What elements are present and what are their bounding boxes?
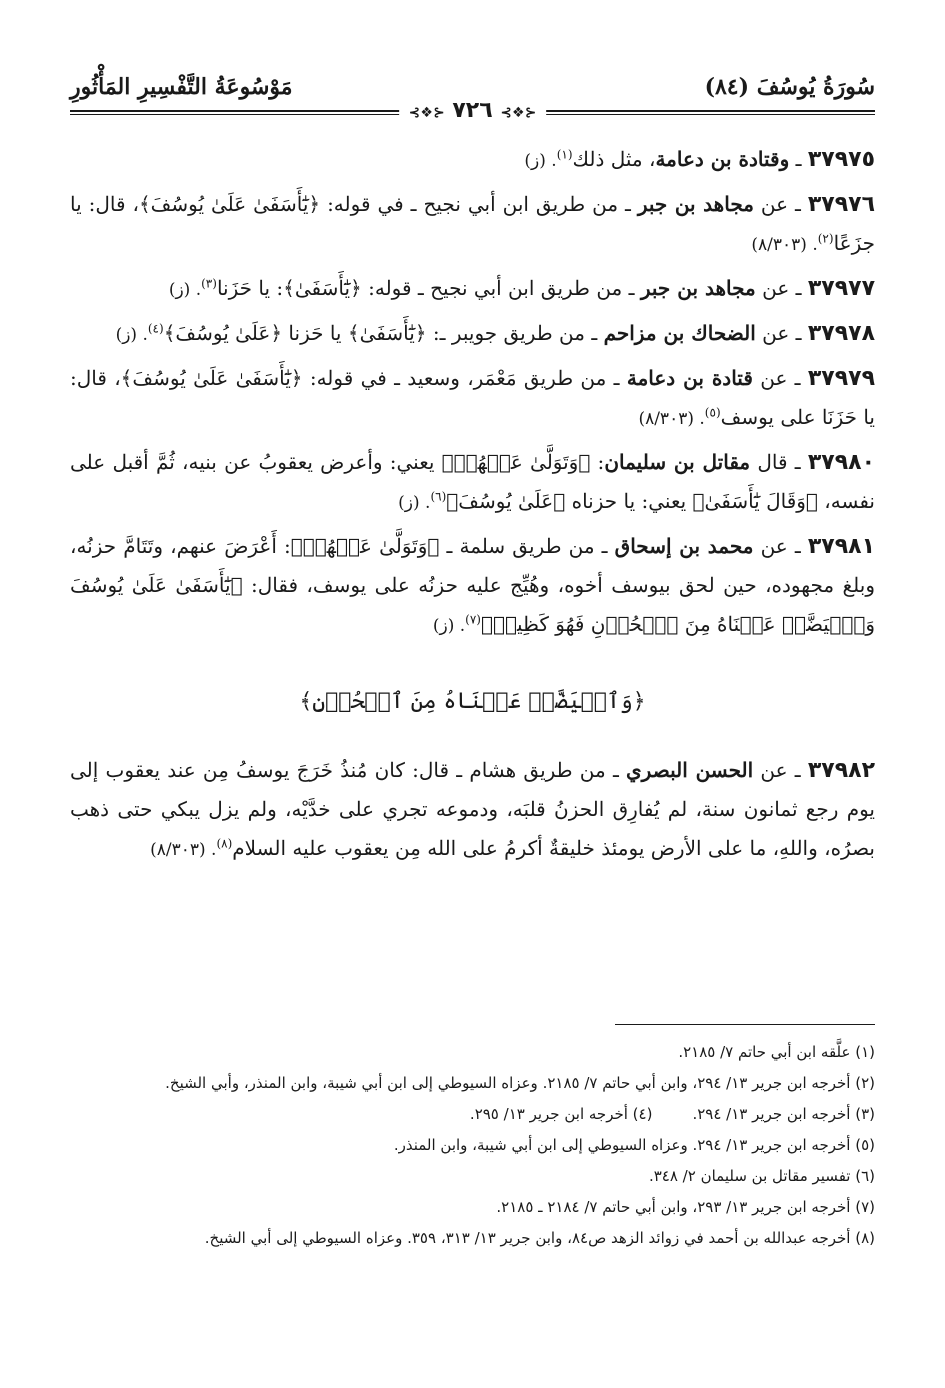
entry-37981 <box>70 527 875 646</box>
narrator-name: وقتادة بن دعامة <box>655 147 790 171</box>
entry-reference: . (ز) <box>168 280 202 300</box>
main-text <box>70 140 875 870</box>
footnote-marker: (٧) <box>465 612 481 627</box>
entry-37977 <box>70 269 875 310</box>
entry-reference: . (٨/٣٠٣) <box>150 840 217 860</box>
entry-number: ٣٧٩٨٠ <box>807 450 875 475</box>
entry-prefix: ـ عن <box>753 534 808 558</box>
entry-prefix: ـ عن <box>753 192 808 216</box>
entry-37979 <box>70 359 875 439</box>
running-header <box>70 64 875 123</box>
footnote-3: (٣) أخرجه ابن جرير ١٣/ ٢٩٤. <box>692 1105 875 1123</box>
entry-text: ـ من طريق مَعْمَر، وسعيد ـ في قوله: ﴿يَٰٓأَسَفَىٰ عَلَىٰ يُوسُفَ﴾، قال: يا حَزَنَا على يوسف <box>70 366 875 429</box>
entry-number: ٣٧٩٧٩ <box>807 366 875 391</box>
footnote-marker: (١) <box>556 147 573 162</box>
footnote-1: (١) علَّقه ابن أبي حاتم ٧/ ٢١٨٥. <box>678 1043 875 1061</box>
page-number: ٧٢٦ <box>452 98 493 123</box>
entry-37975 <box>70 140 875 181</box>
ornament-right-icon: ⊰❖⊱ <box>408 105 445 121</box>
footnote-marker: (٨) <box>216 836 233 851</box>
surah-title: سُورَةُ يُوسُفَ (٨٤) <box>704 74 875 100</box>
entry-number: ٣٧٩٧٥ <box>807 147 875 172</box>
entry-number: ٣٧٩٧٨ <box>807 321 875 346</box>
footnote-7: (٧) أخرجه ابن جرير ١٣/ ٢٩٣، وابن أبي حاتم ٧/ ٢١٨٤ ـ ٢١٨٥. <box>496 1198 875 1216</box>
footnote-marker: (٥) <box>704 405 721 420</box>
entry-37976 <box>70 185 875 265</box>
footnote-8: (٨) أخرجه عبدالله بن أحمد في زوائد الزهد ص٨٤، وابن جرير ١٣/ ٣١٣، ٣٥٩. وعزاه السيوطي إلى أبي الشيخ. <box>204 1229 875 1247</box>
footnotes <box>70 1040 875 1257</box>
entry-prefix: ـ <box>789 147 808 171</box>
entry-37978 <box>70 314 875 355</box>
entry-prefix: ـ عن <box>753 758 808 782</box>
narrator-name: قتادة بن دعامة <box>626 366 753 390</box>
narrator-name: مجاهد بن جبر <box>637 192 754 216</box>
entry-37982 <box>70 751 875 870</box>
entry-reference: . (ز) <box>115 325 148 345</box>
entry-prefix: ـ عن <box>755 276 808 300</box>
book-title: مَوْسُوعَةُ التَّفْسِيرِ المَأْثُورِ <box>70 74 293 100</box>
entry-number: ٣٧٩٧٦ <box>807 192 875 217</box>
entry-text: : ﴿وَتَوَلَّىٰ عَنۡهُمۡ﴾ يعني: وأعرض يعقوبُ عن بنيه، ثُمَّ أقبل على نفسه، ﴿وَقَالَ يَٰٓأَسَفَىٰ﴾ يعني: يا حزناه ﴿عَلَىٰ يُوسُفَ﴾ <box>70 450 875 513</box>
footnote-4: (٤) أخرجه ابن جرير ١٣/ ٢٩٥. <box>469 1105 653 1123</box>
entry-reference: . (٨/٣٠٣) <box>751 235 818 255</box>
entry-text: ـ من طريق ابن أبي نجيح ـ قوله: ﴿يَٰٓأَسَفَىٰ﴾: يا حَزَنا <box>216 276 641 300</box>
page-number-block <box>399 98 547 123</box>
footnote-2: (٢) أخرجه ابن جرير ١٣/ ٢٩٤، وابن أبي حاتم ٧/ ٢١٨٥. وعزاه السيوطي إلى ابن أبي شيبة، وابن المنذر، وأبي الشيخ. <box>165 1074 875 1092</box>
entry-number: ٣٧٩٨١ <box>807 534 875 559</box>
entry-text: ـ من طريق هشام ـ قال: كان مُنذُ خَرَجَ يوسفُ مِن عند يعقوب إلى يوم رجع ثمانون سنة، لم يُفارِق الحزنُ قلبَه، ودموعه تجري على خدَّيْه، ولم يزل يبكي حتى ذهب بصرُه، واللهِ، ما على الأرض يومئذ خليقةٌ أكرمُ على الله مِن يعقوب عليه السلام <box>70 758 875 860</box>
entry-prefix: ـ عن <box>755 321 808 345</box>
footnote-separator <box>615 1024 875 1025</box>
narrator-name: الحسن البصري <box>626 758 754 782</box>
narrator-name: مجاهد بن جبر <box>640 276 756 300</box>
footnote-marker: (٣) <box>201 276 217 291</box>
narrator-name: مقاتل بن سليمان <box>604 450 751 474</box>
narrator-name: محمد بن إسحاق <box>614 534 754 558</box>
ornament-left-icon: ⊰❖⊱ <box>500 105 537 121</box>
verse-section-heading: ﴿وَٱبۡيَضَّتۡ عَيۡنَاهُ مِنَ ٱلۡحُزۡنِ﴾ <box>299 689 646 714</box>
entry-text: ـ من طريق سلمة ـ ﴿وَتَوَلَّىٰ عَنۡهُمۡ﴾: أَعْرَضَ عنهم، وتَتَامَّ حزنُه، وبلغ مجهوده، حين لحق بيوسف أخوه، وهُيِّج عليه حزنُه على يوسف، فقال: ﴿يَٰٓأَسَفَىٰ عَلَىٰ يُوسُفَ وَٱبۡيَضَّتۡ عَيۡنَاهُ مِنَ ٱلۡحُزۡنِ فَهُوَ كَظِيمٞ﴾ <box>70 534 875 636</box>
entry-text: ـ من طريق ابن أبي نجيح ـ في قوله: ﴿يَٰٓأَسَفَىٰ عَلَىٰ يُوسُفَ﴾، قال: يا جزَعًا <box>70 192 875 255</box>
entry-reference: . (ز) <box>398 493 431 513</box>
entry-number: ٣٧٩٧٧ <box>807 276 875 301</box>
entry-number: ٣٧٩٨٢ <box>807 758 875 783</box>
entry-prefix: ـ عن <box>752 366 808 390</box>
footnote-marker: (٦) <box>430 489 447 504</box>
entry-reference: . (٨/٣٠٣) <box>638 409 705 429</box>
entry-text: ـ من طريق جويبر ـ: ﴿يَٰٓأَسَفَىٰ﴾ يا حَزنا ﴿عَلَىٰ يُوسُفَ﴾ <box>163 321 604 345</box>
footnote-5: (٥) أخرجه ابن جرير ١٣/ ٢٩٤. وعزاه السيوطي إلى ابن أبي شيبة، وابن المنذر. <box>393 1136 875 1154</box>
narrator-name: الضحاك بن مزاحم <box>603 321 756 345</box>
footnote-marker: (٢) <box>817 231 834 246</box>
entry-reference: . (ز) <box>524 151 557 171</box>
entry-prefix: ـ قال <box>750 450 808 474</box>
footnote-marker: (٤) <box>147 321 164 336</box>
entry-reference: . (ز) <box>432 616 466 636</box>
entry-text: ، مثل ذلك <box>572 147 656 171</box>
entry-37980 <box>70 443 875 523</box>
footnote-6: (٦) تفسير مقاتل بن سليمان ٢/ ٣٤٨. <box>648 1167 875 1185</box>
footnote-pair-3-4 <box>70 1102 875 1127</box>
